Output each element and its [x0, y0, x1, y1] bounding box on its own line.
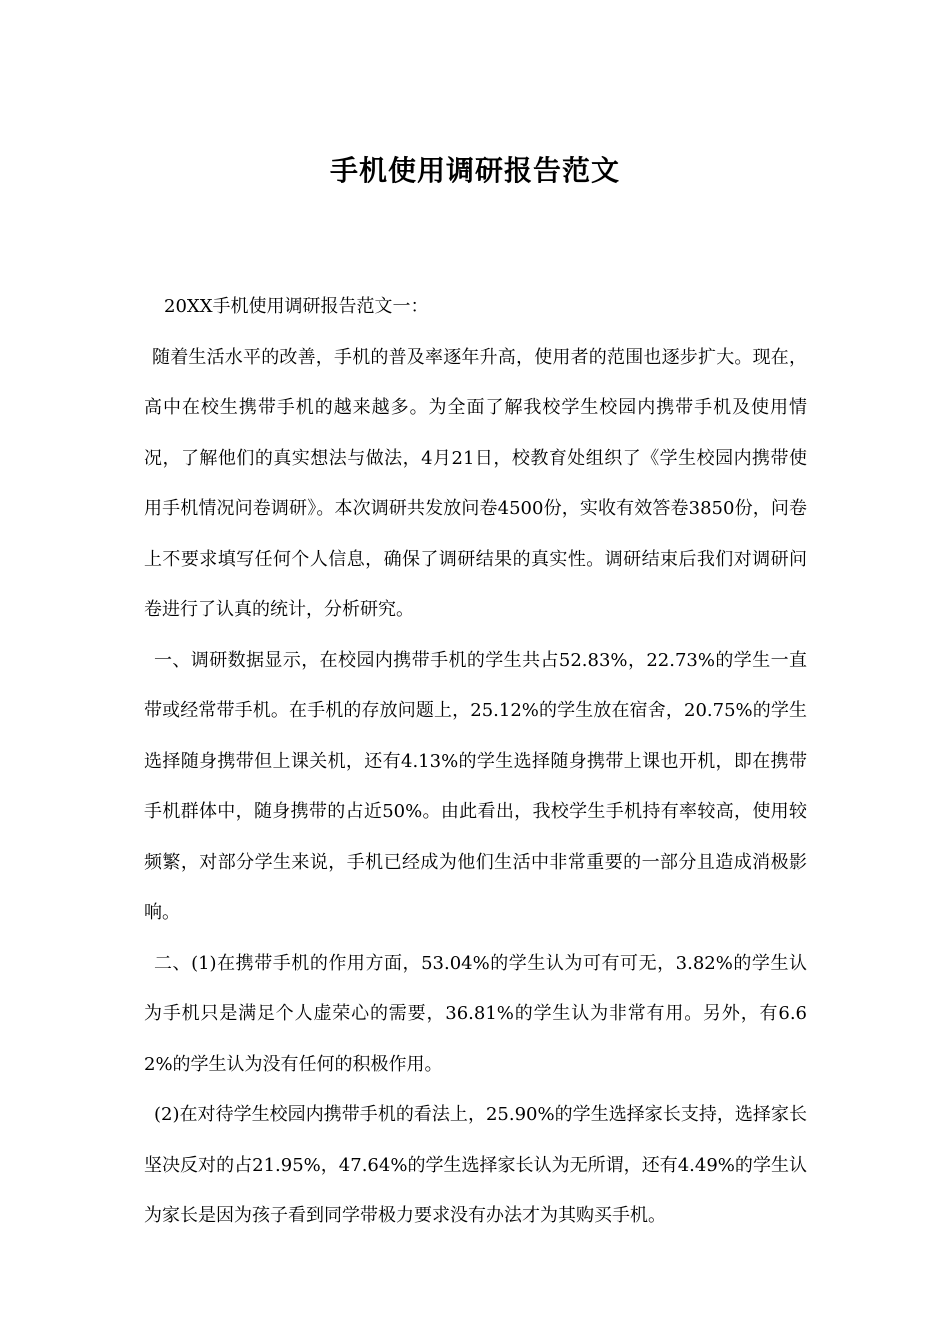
paragraph-section-two-part-two: (2)在对待学生校园内携带手机的看法上，25.90%的学生选择家长支持，选择家长坚决反对的占21.95%，47.64%的学生选择家长认为无所谓，还有4.49%的学生认为家长是因为孩子看到同学带极力要求没有办法才为其购买手机。	[144, 1104, 807, 1226]
document-body	[144, 282, 807, 1242]
paragraph-intro: 随着生活水平的改善，手机的普及率逐年升高，使用者的范围也逐步扩大。现在，高中在校生携带手机的越来越多。为全面了解我校学生校园内携带手机及使用情况，了解他们的真实想法与做法，4月21日，校教育处组织了《学生校园内携带使用手机情况问卷调研》。本次调研共发放问卷4500份，实收有效答卷3850份，问卷上不要求填写任何个人信息，确保了调研结果的真实性。调研结束后我们对调研问卷进行了认真的统计，分析研究。	[144, 346, 807, 620]
paragraph-heading: 20XX手机使用调研报告范文一：	[164, 296, 429, 317]
paragraph-section-two-part-one: 二、(1)在携带手机的作用方面，53.04%的学生认为可有可无，3.82%的学生认为手机只是满足个人虚荣心的需要，36.81%的学生认为非常有用。另外，有6.62%的学生认为没有任何的积极作用。	[144, 952, 807, 1075]
paragraph-section-one: 一、调研数据显示，在校园内携带手机的学生共占52.83%，22.73%的学生一直带或经常带手机。在手机的存放问题上，25.12%的学生放在宿舍，20.75%的学生选择随身携带但上课关机，还有4.13%的学生选择随身携带上课也开机，即在携带手机群体中，随身携带的占近50%。由此看出，我校学生手机持有率较高，使用较频繁，对部分学生来说，手机已经成为他们生活中非常重要的一部分且造成消极影响。	[144, 649, 807, 923]
document-title: 手机使用调研报告范文	[329, 153, 620, 187]
